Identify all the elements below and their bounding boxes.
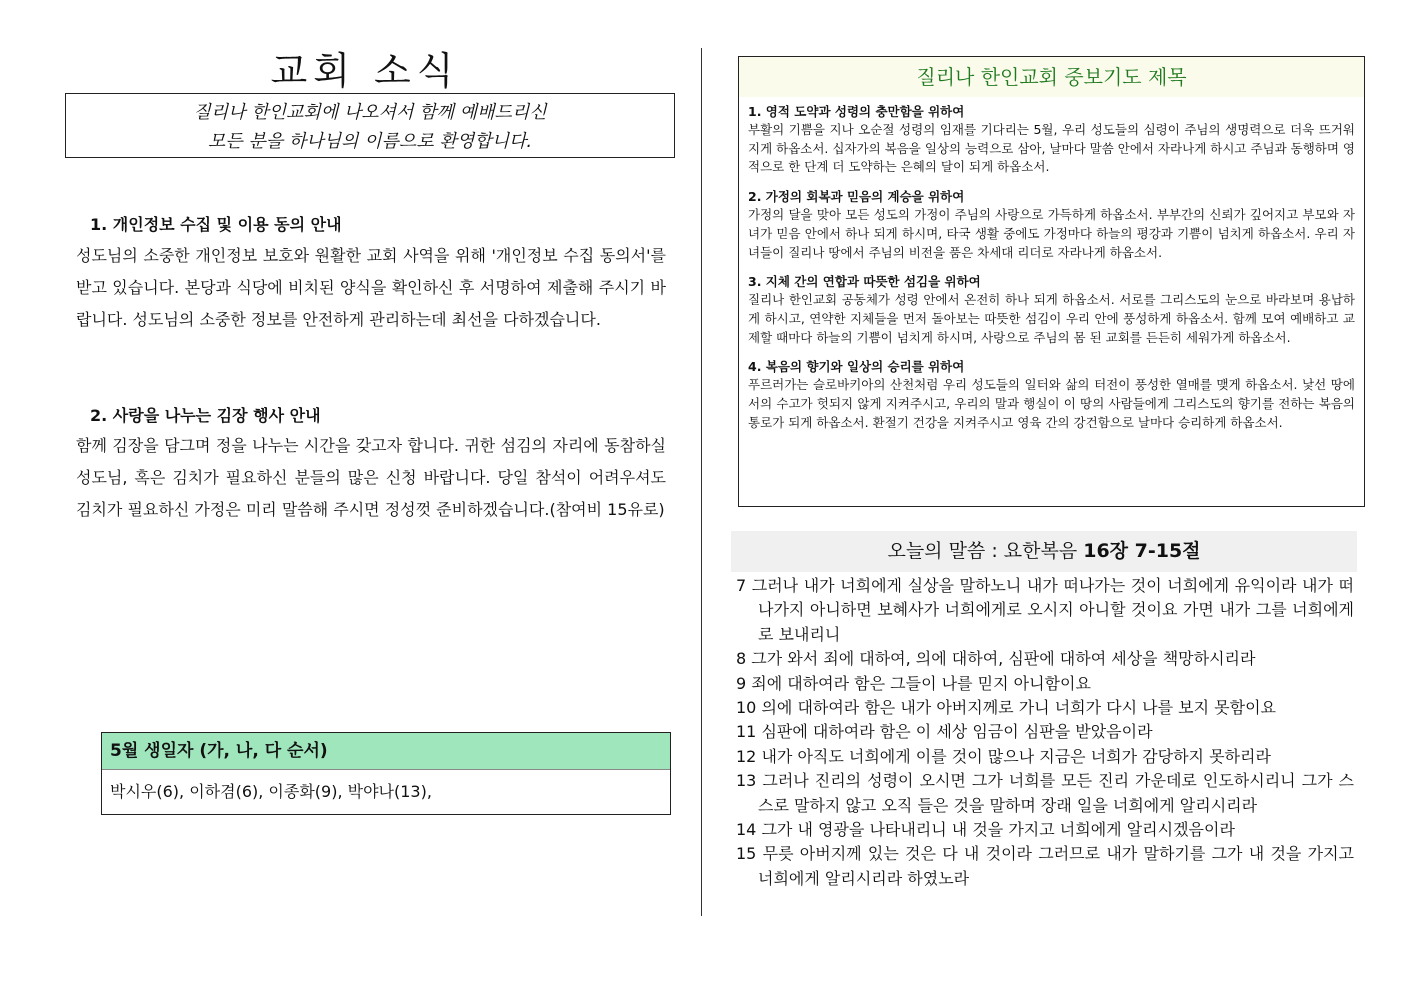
welcome-line-1: 질리나 한인교회에 나오셔서 함께 예배드리신 xyxy=(193,102,547,123)
prayer-list xyxy=(739,97,1364,432)
section-body-kimjang: 함께 김장을 담그며 정을 나누는 시간을 갖고자 합니다. 귀한 섬김의 자리에 동참하실 성도님, 혹은 김치가 필요하신 분들의 많은 신청 바랍니다. 당일 참석이 어려우셔도 김치가 필요하신 가정은 미리 말씀해 주시면 정성껏 준비하겠습니다.(참여비 15유로) xyxy=(76,436,666,519)
section-heading-kimjang: 2. 사랑을 나누는 김장 행사 안내 xyxy=(90,406,321,425)
verse: 14 그가 내 영광을 나타내리니 내 것을 가지고 너희에게 알리시겠음이라 xyxy=(736,820,1235,840)
prayer-item xyxy=(748,273,1355,347)
prayer-item xyxy=(748,358,1355,432)
prayer-item-text: 가정의 달을 맞아 모든 성도의 가정이 주님의 사랑으로 가득하게 하옵소서. 부부간의 신뢰가 깊어지고 부모와 자녀가 믿음 안에서 하나 되게 하시며, 타국 생활 중에도 가정마다 하늘의 평강과 기쁨이 넘치게 하옵소서. 우리 자녀들이 질리나 땅에서 주님의 비전을 품은 차세대 리더로 자라나게 하옵소서. xyxy=(748,207,1355,260)
welcome-line-2: 모든 분을 하나님의 이름으로 환영합니다. xyxy=(207,131,533,152)
page-title: 교회 소식 xyxy=(270,49,460,93)
verse: 15 무릇 아버지께 있는 것은 다 내 것이라 그러므로 내가 말하기를 그가 내 것을 가지고 너희에게 알리시리라 하였노라 xyxy=(736,844,1354,888)
scripture-verses xyxy=(736,574,1354,891)
prayer-heading: 질리나 한인교회 중보기도 제목 xyxy=(739,57,1364,97)
birthday-heading: 5월 생일자 (가, 나, 다 순서) xyxy=(102,733,670,770)
prayer-box xyxy=(738,56,1365,507)
verse: 7 그러나 내가 너희에게 실상을 말하노니 내가 떠나가는 것이 너희에게 유익이라 내가 떠나가지 아니하면 보혜사가 너희에게로 오시지 아니할 것이요 가면 내가 그를 너희에게로 보내리니 xyxy=(736,576,1354,644)
birthday-names: 박시우(6), 이하겸(6), 이종화(9), 박야나(13), xyxy=(110,782,432,801)
scripture-heading-prefix: 오늘의 말씀 : 요한복음 xyxy=(887,540,1084,562)
section-body-privacy: 성도님의 소중한 개인정보 보호와 원활한 교회 사역을 위해 '개인정보 수집 동의서'를 받고 있습니다. 본당과 식당에 비치된 양식을 확인하신 후 서명하여 제출해 주시기 바랍니다. 성도님의 소중한 정보를 안전하게 관리하는데 최선을 다하겠습니다. xyxy=(76,246,666,329)
prayer-item-text: 질리나 한인교회 공동체가 성령 안에서 온전히 하나 되게 하옵소서. 서로를 그리스도의 눈으로 바라보며 용납하게 하시고, 연약한 지체들을 먼저 돌아보는 따뜻한 섬김이 우리 안에 풍성하게 하옵소서. 함께 모여 예배하고 교제할 때마다 하늘의 기쁨이 넘치게 하시며, 사랑으로 주님의 몸 된 교회를 든든히 세워가게 하옵소서. xyxy=(748,292,1355,345)
scripture-heading xyxy=(731,531,1357,572)
prayer-item-text: 부활의 기쁨을 지나 오순절 성령의 임재를 기다리는 5월, 우리 성도들의 심령이 주님의 생명력으로 더욱 뜨거워지게 하옵소서. 십자가의 복음을 일상의 능력으로 삼아, 날마다 말씀 안에서 자라나게 하시고 주님과 동행하며 영적으로 한 단계 더 도약하는 은혜의 달이 되게 하옵소서. xyxy=(748,122,1355,175)
birthday-box xyxy=(101,732,671,815)
scripture-reference: 16장 7-15절 xyxy=(1083,540,1201,562)
verse: 10 의에 대하여라 함은 내가 아버지께로 가니 너희가 다시 나를 보지 못함이요 xyxy=(736,698,1276,718)
prayer-item-title: 1. 영적 도약과 성령의 충만함을 위하여 xyxy=(748,104,965,119)
prayer-item-title: 2. 가정의 회복과 믿음의 계승을 위하여 xyxy=(748,189,965,205)
prayer-item xyxy=(748,103,1355,177)
section-heading-privacy: 1. 개인정보 수집 및 이용 동의 안내 xyxy=(90,215,342,234)
verse: 11 심판에 대하여라 함은 이 세상 임금이 심판을 받았음이라 xyxy=(736,722,1153,742)
verse: 13 그러나 진리의 성령이 오시면 그가 너희를 모든 진리 가운데로 인도하시리니 그가 스스로 말하지 않고 오직 들은 것을 말하며 장래 일을 너희에게 알리시리라 xyxy=(736,771,1354,815)
prayer-item-text: 푸르러가는 슬로바키아의 산천처럼 우리 성도들의 일터와 삶의 터전이 풍성한 열매를 맺게 하옵소서. 낯선 땅에서의 수고가 헛되지 않게 지켜주시고, 우리의 말과 행실이 이 땅의 사람들에게 그리스도의 향기를 전하는 복음의 통로가 되게 하옵소서. 환절기 건강을 지켜주시고 영육 간의 강건함으로 날마다 승리하게 하옵소서. xyxy=(748,377,1355,430)
column-divider xyxy=(701,48,702,916)
prayer-item-title: 3. 지체 간의 연합과 따뜻한 섬김을 위하여 xyxy=(748,274,981,290)
verse: 9 죄에 대하여라 함은 그들이 나를 믿지 아니함이요 xyxy=(736,673,1091,693)
prayer-item-title: 4. 복음의 향기와 일상의 승리를 위하여 xyxy=(748,359,965,375)
verse: 8 그가 와서 죄에 대하여, 의에 대하여, 심판에 대하여 세상을 책망하시리라 xyxy=(736,649,1256,669)
welcome-box xyxy=(65,93,675,158)
prayer-item xyxy=(748,188,1355,262)
verse: 12 내가 아직도 너희에게 이를 것이 많으나 지금은 너희가 감당하지 못하리라 xyxy=(736,746,1271,766)
